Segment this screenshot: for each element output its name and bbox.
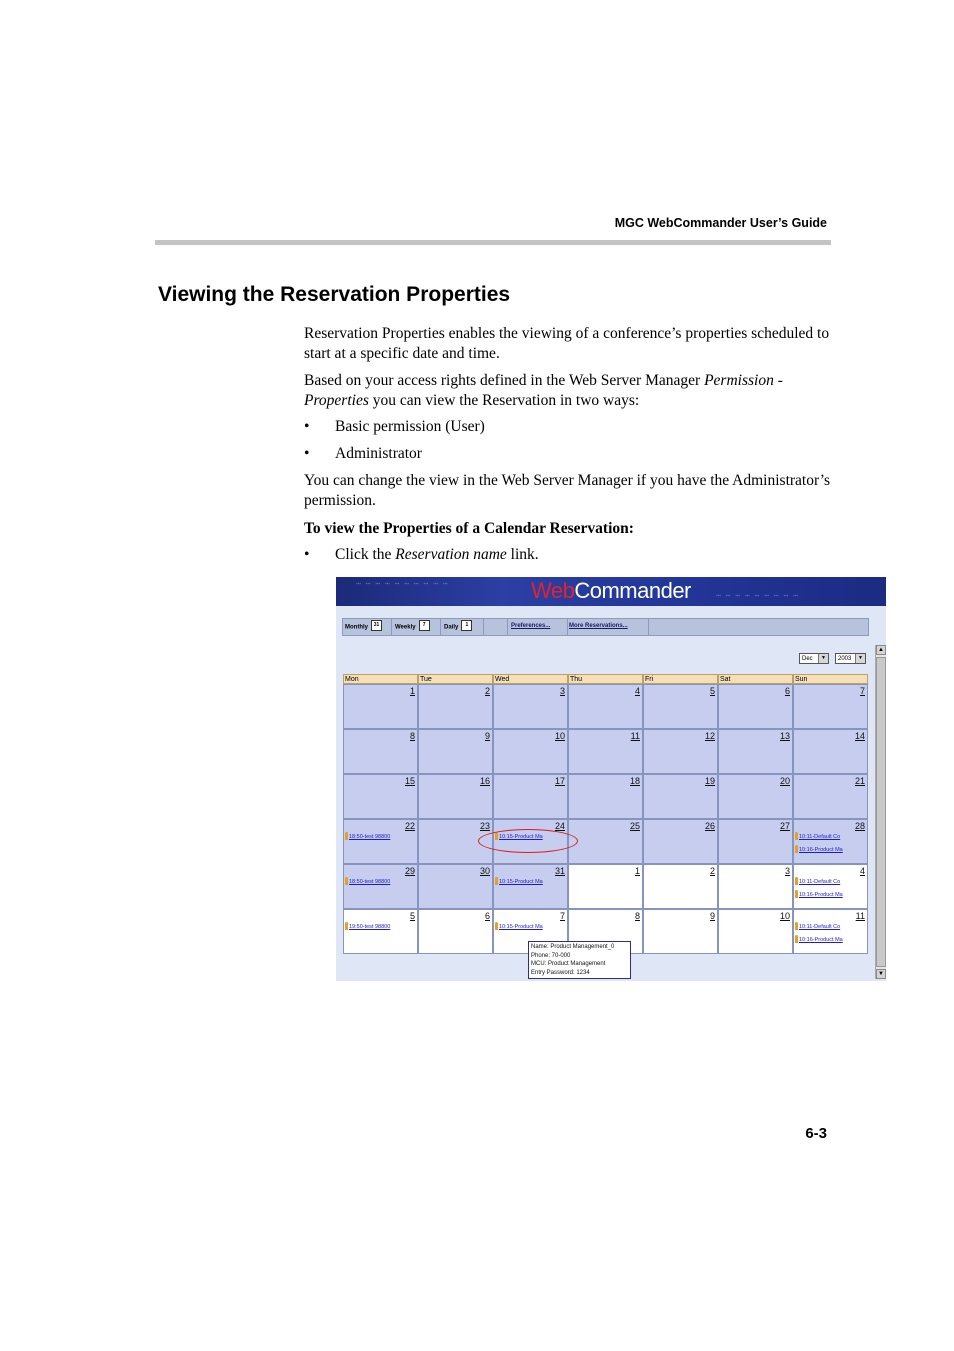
key-icon <box>795 832 798 840</box>
reservation-link[interactable] <box>495 877 543 885</box>
monthly-view-button[interactable]: Monthly 31 <box>345 623 382 631</box>
calendar-day-cell[interactable] <box>418 864 493 909</box>
day-number-link[interactable]: 12 <box>704 731 715 741</box>
day-header-fri: Fri <box>643 674 718 684</box>
scroll-thumb[interactable] <box>876 657 886 967</box>
calendar-day-cell[interactable] <box>643 909 718 954</box>
key-icon <box>495 922 498 930</box>
day-number-link[interactable]: 4 <box>859 866 865 876</box>
day-number-link[interactable]: 14 <box>854 731 865 741</box>
nav-separator <box>507 619 508 635</box>
day-number-link[interactable]: 24 <box>554 821 565 831</box>
key-icon <box>795 877 798 885</box>
day-number-link[interactable]: 6 <box>784 686 790 696</box>
calendar-day-cell[interactable] <box>718 684 793 729</box>
day-header-thu: Thu <box>568 674 643 684</box>
reservation-name[interactable]: 10:16-Product Ma <box>799 847 843 853</box>
calendar-day-cell[interactable] <box>718 909 793 954</box>
reservation-link[interactable] <box>795 877 840 885</box>
reservation-link[interactable] <box>795 832 840 840</box>
page-number: 6-3 <box>805 1125 827 1142</box>
day-number-link[interactable]: 19 <box>704 776 715 786</box>
day-number-link[interactable]: 17 <box>554 776 565 786</box>
key-icon <box>345 832 348 840</box>
key-icon <box>795 890 798 898</box>
reservation-name[interactable]: 18:50-test 98800 <box>349 834 391 840</box>
calendar-day-cell[interactable] <box>718 729 793 774</box>
day-number-link[interactable]: 1 <box>409 686 415 696</box>
weekly-calendar-icon: 7 <box>419 620 430 631</box>
reservation-name[interactable]: 10:11-Default Co <box>799 924 841 930</box>
day-number-link[interactable]: 3 <box>784 866 790 876</box>
day-number-link[interactable]: 7 <box>859 686 865 696</box>
calendar-day-cell[interactable] <box>718 864 793 909</box>
day-number-link[interactable]: 30 <box>479 866 490 876</box>
calendar-day-cell[interactable] <box>418 729 493 774</box>
calendar-day-cell[interactable] <box>343 819 418 864</box>
weekly-view-button[interactable]: Weekly 7 <box>395 623 430 631</box>
day-number-link[interactable]: 18 <box>629 776 640 786</box>
day-number-link[interactable]: 2 <box>484 686 490 696</box>
key-icon <box>795 935 798 943</box>
day-number-link[interactable]: 11 <box>630 731 640 741</box>
day-number-link[interactable]: 25 <box>629 821 640 831</box>
day-number-link[interactable]: 26 <box>704 821 715 831</box>
monthly-calendar-icon: 31 <box>371 620 382 631</box>
calendar-day-cell[interactable] <box>718 819 793 864</box>
calendar-day-cell[interactable] <box>343 774 418 819</box>
reservation-link[interactable] <box>795 922 840 930</box>
day-header-wed: Wed <box>493 674 568 684</box>
daily-calendar-icon: 1 <box>461 620 472 631</box>
running-header: MGC WebCommander User’s Guide <box>614 216 827 230</box>
day-header-tue: Tue <box>418 674 493 684</box>
key-icon <box>345 877 348 885</box>
day-number-link[interactable]: 5 <box>709 686 715 696</box>
day-number-link[interactable]: 15 <box>404 776 415 786</box>
calendar-day-cell[interactable] <box>793 729 868 774</box>
calendar-day-cell[interactable] <box>418 684 493 729</box>
day-number-link[interactable]: 9 <box>709 911 715 921</box>
reservation-link[interactable] <box>795 935 843 943</box>
calendar-day-cell[interactable] <box>568 684 643 729</box>
day-header-mon: Mon <box>343 674 418 684</box>
reservation-name[interactable]: 10:11-Default Co <box>799 834 841 840</box>
webcommander-banner <box>336 577 886 606</box>
procedure-heading: To view the Properties of a Calendar Reservation: <box>304 520 634 537</box>
chevron-down-icon: ▼ <box>855 654 865 663</box>
key-icon <box>795 845 798 853</box>
calendar-day-cell[interactable] <box>343 864 418 909</box>
day-number-link[interactable]: 10 <box>554 731 565 741</box>
calendar-day-cell[interactable] <box>493 684 568 729</box>
calendar-day-cell[interactable] <box>793 819 868 864</box>
day-number-link[interactable]: 13 <box>779 731 790 741</box>
change-view-paragraph: You can change the view in the Web Server Manager if you have the Administrator’s permission. <box>304 472 831 509</box>
reservation-name[interactable]: 10:16-Product Ma <box>799 892 843 898</box>
day-number-link[interactable]: 31 <box>554 866 565 876</box>
calendar-day-cell[interactable] <box>793 684 868 729</box>
calendar-day-cell[interactable] <box>718 774 793 819</box>
key-icon <box>345 922 348 930</box>
month-select[interactable]: Dec ▼ <box>799 653 829 664</box>
calendar-day-cell[interactable] <box>418 774 493 819</box>
reservation-tooltip: Name: Product Management_0 Phone: 70-000 MCU: Product Management Entry Password: 1234 <box>528 941 631 979</box>
reservation-name[interactable]: 10:16-Product Ma <box>799 937 843 943</box>
more-reservations-link[interactable]: More Reservations... <box>569 623 628 629</box>
reservation-link[interactable] <box>795 845 843 853</box>
nav-separator <box>567 619 568 635</box>
day-number-link[interactable]: 6 <box>484 911 490 921</box>
access-rights-paragraph: Based on your access rights defined in the Web Server Manager Permission - Properties you can view the Reservation in two ways: <box>304 372 783 409</box>
day-header-sun: Sun <box>793 674 868 684</box>
calendar-day-cell[interactable] <box>793 864 868 909</box>
calendar-day-cell[interactable] <box>793 909 868 954</box>
nav-separator <box>648 619 649 635</box>
banner-pattern: ⋯ ⋯ ⋯ ⋯ ⋯ ⋯ ⋯ ⋯ ⋯ ⋯ <box>356 579 448 588</box>
intro-paragraph: Reservation Properties enables the viewing of a conference’s properties scheduled to start at a specific date and time. <box>304 325 830 362</box>
day-header-sat: Sat <box>718 674 793 684</box>
day-number-link[interactable]: 16 <box>479 776 490 786</box>
reservation-link[interactable] <box>345 877 390 885</box>
day-number-link[interactable]: 3 <box>559 686 565 696</box>
day-number-link[interactable]: 2 <box>709 866 715 876</box>
calendar-day-cell[interactable] <box>343 729 418 774</box>
reservation-link[interactable] <box>495 922 543 930</box>
calendar-day-cell[interactable] <box>568 819 643 864</box>
scroll-down-icon[interactable]: ▼ <box>876 969 886 979</box>
nav-separator <box>440 619 441 635</box>
webcommander-logo: WebCommander <box>531 578 691 603</box>
day-number-link[interactable]: 10 <box>779 911 790 921</box>
day-number-link[interactable]: 8 <box>409 731 415 741</box>
calendar-day-cell[interactable] <box>643 684 718 729</box>
calendar-day-cell[interactable] <box>343 684 418 729</box>
reservation-link[interactable] <box>795 890 843 898</box>
scroll-up-icon[interactable]: ▲ <box>876 645 886 655</box>
key-icon <box>495 877 498 885</box>
day-number-link[interactable]: 21 <box>854 776 865 786</box>
reservation-name[interactable]: 10:11-Default Co <box>799 879 841 885</box>
calendar-day-cell[interactable] <box>568 774 643 819</box>
view-navbar <box>342 618 869 636</box>
calendar-day-cell[interactable] <box>568 864 643 909</box>
month-calendar <box>343 674 868 956</box>
calendar-day-cell[interactable] <box>643 774 718 819</box>
day-number-link[interactable]: 29 <box>404 866 415 876</box>
calendar-day-cell[interactable] <box>493 864 568 909</box>
year-select[interactable]: 2003 ▼ <box>835 653 866 664</box>
reservation-name[interactable]: 19:50-test 98800 <box>349 924 391 930</box>
nav-separator <box>483 619 484 635</box>
day-number-link[interactable]: 22 <box>404 821 415 831</box>
day-number-link[interactable]: 1 <box>634 866 640 876</box>
day-number-link[interactable]: 8 <box>634 911 640 921</box>
calendar-day-cell[interactable] <box>343 909 418 954</box>
webcommander-calendar-screenshot <box>336 577 886 981</box>
nav-separator <box>391 619 392 635</box>
daily-view-button[interactable]: Daily 1 <box>444 623 472 631</box>
header-rule <box>155 240 831 245</box>
banner-pattern-right: ⋯ ⋯ ⋯ ⋯ ⋯ ⋯ ⋯ ⋯ ⋯ <box>716 591 798 600</box>
calendar-day-cell[interactable] <box>643 729 718 774</box>
reservation-name[interactable]: 10:15-Product Ma <box>499 834 543 840</box>
vertical-scrollbar[interactable] <box>875 645 886 979</box>
chevron-down-icon: ▼ <box>818 654 828 663</box>
calendar-day-cell[interactable] <box>418 909 493 954</box>
day-number-link[interactable]: 9 <box>484 731 490 741</box>
highlight-circle <box>478 829 578 853</box>
key-icon <box>795 922 798 930</box>
reservation-link[interactable] <box>345 922 390 930</box>
preferences-link[interactable]: Preferences... <box>511 623 551 629</box>
reservation-name[interactable]: 10:15-Product Ma <box>499 924 543 930</box>
day-number-link[interactable]: 5 <box>409 911 415 921</box>
calendar-day-cell[interactable] <box>793 774 868 819</box>
reservation-link[interactable] <box>345 832 390 840</box>
calendar-day-cell[interactable] <box>493 729 568 774</box>
day-number-link[interactable]: 7 <box>559 911 565 921</box>
calendar-day-cell[interactable] <box>568 729 643 774</box>
day-number-link[interactable]: 20 <box>779 776 790 786</box>
day-number-link[interactable]: 23 <box>479 821 490 831</box>
section-title: Viewing the Reservation Properties <box>158 283 511 306</box>
day-number-link[interactable]: 11 <box>855 911 865 921</box>
reservation-name[interactable]: 18:50-test 98800 <box>349 879 391 885</box>
reservation-name[interactable]: 10:15-Product Ma <box>499 879 543 885</box>
day-number-link[interactable]: 28 <box>854 821 865 831</box>
calendar-day-cell[interactable] <box>493 774 568 819</box>
day-number-link[interactable]: 27 <box>779 821 790 831</box>
day-number-link[interactable]: 4 <box>634 686 640 696</box>
calendar-day-cell[interactable] <box>643 819 718 864</box>
calendar-day-cell[interactable] <box>643 864 718 909</box>
